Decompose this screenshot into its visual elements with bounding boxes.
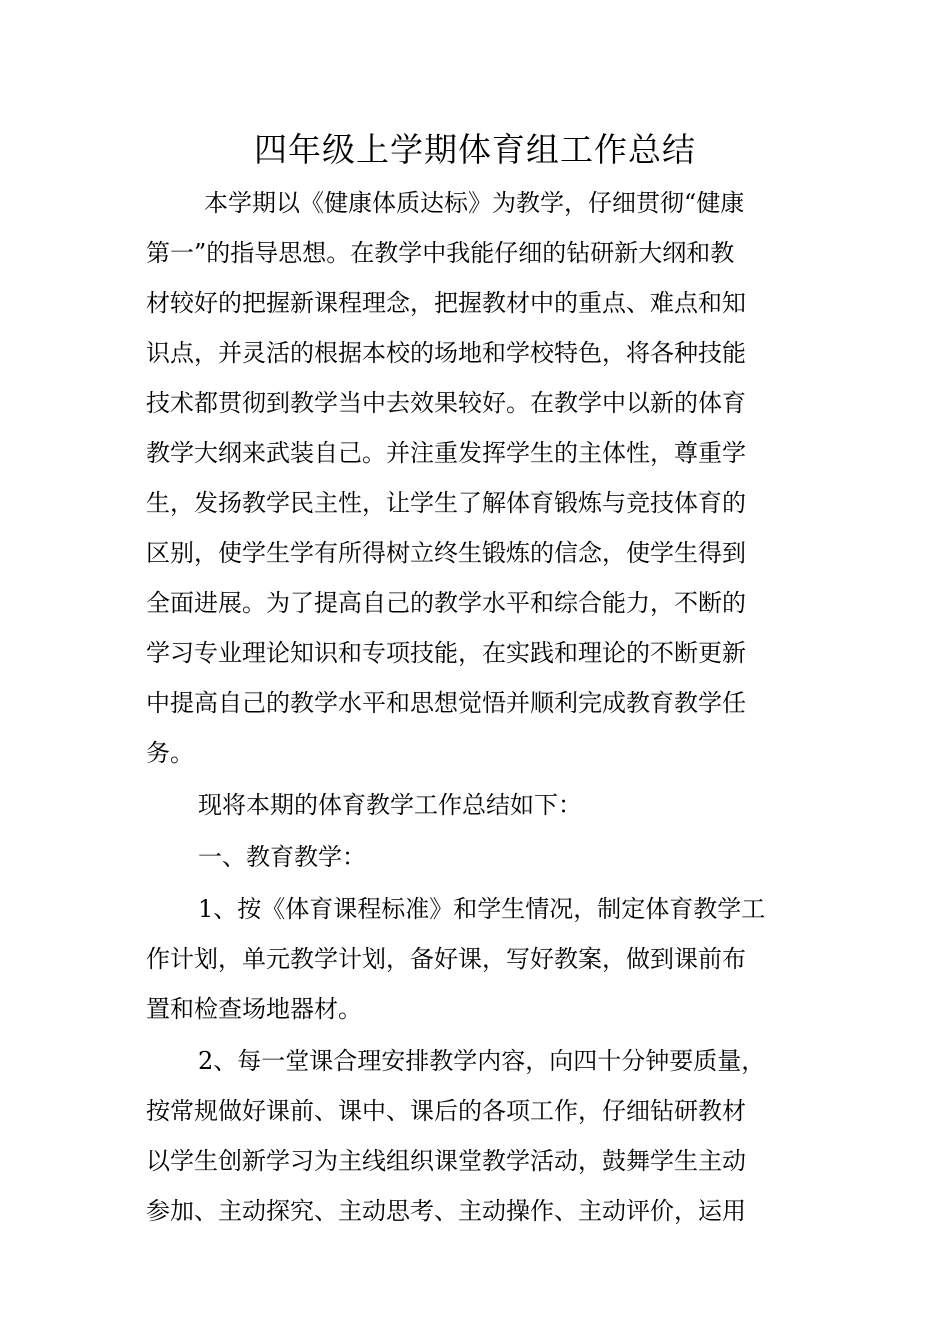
list-item-1 [146,884,806,1034]
text-line: 2、每一堂课合理安排教学内容，向四十分钟要质量， [198,1047,766,1075]
text-line: 教学大纲来武装自己。并注重发挥学生的主体性，尊重学 [146,439,746,467]
text-line: 参加、主动探究、主动思考、主动操作、主动评价，运用 [146,1197,746,1225]
document-title: 四年级上学期体育组工作总结 [254,130,696,169]
summary-intro: 现将本期的体育教学工作总结如下： [198,791,582,819]
paragraph-1 [146,178,806,778]
text-line: 材较好的把握新课程理念，把握教材中的重点、难点和知 [146,289,746,317]
section-heading: 一、教育教学： [198,843,366,871]
text-line: 第一”的指导思想。在教学中我能仔细的钻研新大纲和教 [146,239,735,267]
text-line: 识点，并灵活的根据本校的场地和学校特色，将各种技能 [146,339,746,367]
text-line: 本学期以《健康体质达标》为教学，仔细贯彻“健康 [204,189,745,217]
text-line: 置和检查场地器材。 [146,995,362,1023]
text-line: 生，发扬教学民主性，让学生了解体育锻炼与竞技体育的 [146,489,746,517]
document-body [146,178,806,1236]
text-line: 按常规做好课前、课中、课后的各项工作，仔细钻研教材 [146,1097,746,1125]
text-line: 学习专业理论知识和专项技能，在实践和理论的不断更新 [146,639,746,667]
text-line: 务。 [146,739,194,767]
text-line: 全面进展。为了提高自己的教学水平和综合能力，不断的 [146,589,746,617]
text-line: 作计划，单元教学计划，备好课，写好教案，做到课前布 [146,945,746,973]
text-line: 1、按《体育课程标准》和学生情况，制定体育教学工 [198,895,766,923]
text-line: 以学生创新学习为主线组织课堂教学活动，鼓舞学生主动 [146,1147,746,1175]
text-line: 中提高自己的教学水平和思想觉悟并顺利完成教育教学任 [146,689,746,717]
text-line: 技术都贯彻到教学当中去效果较好。在教学中以新的体育 [146,389,746,417]
text-line: 区别，使学生学有所得树立终生锻炼的信念，使学生得到 [146,539,746,567]
list-item-2 [146,1036,806,1236]
